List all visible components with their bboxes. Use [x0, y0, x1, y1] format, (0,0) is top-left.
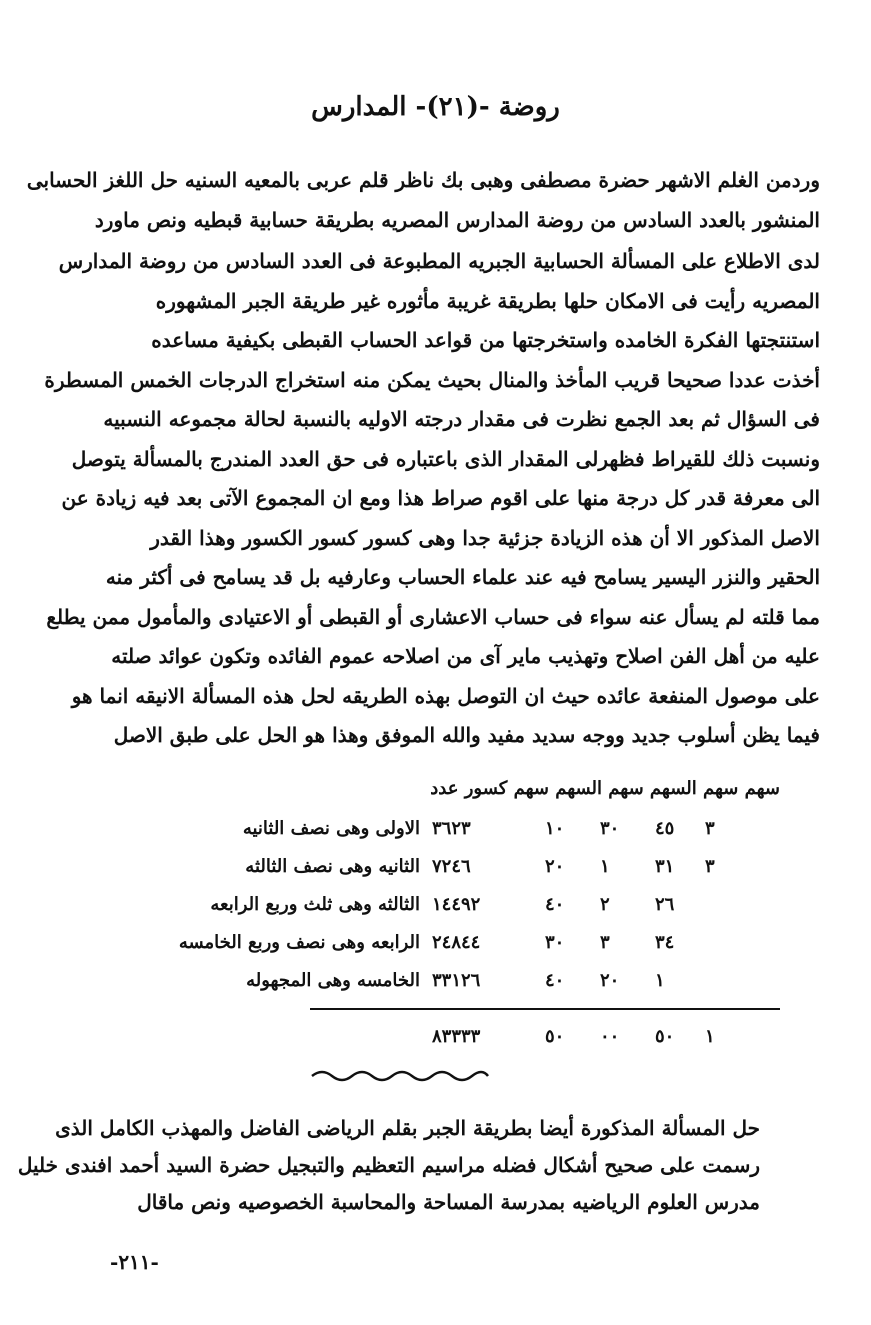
body-line: الى معرفة قدر كل درجة منها على اقوم صراط هذا ومع ان المجموع الآتى بعد فيه زيادة عن [61, 486, 820, 510]
intro-line: المنشور بالعدد السادس من روضة المدارس المصريه بطريقة حسابية قبطيه ونص ماورد [94, 208, 820, 232]
cell-number: ٧٢٤٦ [432, 856, 471, 877]
cell-number: ٣٣١٢٦ [432, 970, 481, 991]
body-paragraph [44, 242, 820, 756]
body-line: مما قلته لم يسأل عنه سواء فى حساب الاعشارى أو القبطى أو الاعتيادى والمأمول ممن يطلع [46, 604, 820, 629]
body-line: عليه من أهل الفن اصلاح وتهذيب ماير آى من اصلاحه عموم الفائده وتكون عوائد صلته [111, 644, 820, 668]
cell-description: الاولى وهى نصف الثانيه [242, 818, 420, 839]
cell-value: ٥٠ [655, 1026, 675, 1047]
cell-number: ١٤٤٩٢ [432, 894, 481, 915]
cell-description: الخامسه وهى المجهوله [246, 970, 420, 991]
cell-value: ٤٠ [545, 894, 565, 915]
table-row [80, 932, 800, 962]
cell-number: ٣٦٢٣ [432, 818, 471, 839]
cell-value: ٣٠ [600, 818, 620, 839]
table-row [80, 970, 800, 1000]
page-header: روضة -(٢١)- المدارس [311, 92, 560, 122]
cell-number: ٢٤٨٤٤ [432, 932, 481, 953]
row-index: ٣ [705, 856, 715, 877]
cell-value: ١ [655, 970, 665, 991]
intro-paragraph [26, 160, 820, 240]
table-total-row [80, 1026, 800, 1056]
decorative-wave-divider [310, 1064, 490, 1084]
cell-description: الثانيه وهى نصف الثالثه [245, 856, 420, 877]
cell-value: ٣ [600, 932, 610, 953]
body-line: استنتجتها الفكرة الخامده واستخرجتها من قواعد الحساب القبطى بكيفية مساعده [151, 328, 820, 352]
body-line: الحقير والنزر اليسير يسامح فيه عند علماء الحساب وعارفيه بل قد يسامح فى أكثر منه [105, 565, 820, 589]
row-index: ٣ [705, 818, 715, 839]
cell-value: ٤٠ [545, 970, 565, 991]
body-line: المصريه رأيت فى الامكان حلها بطريقة غريبة مأثوره غير طريقة الجبر المشهوره [155, 288, 820, 313]
cell-value: ٠٠ [600, 1026, 620, 1047]
cell-value: ١٠ [545, 818, 565, 839]
closing-line: حل المسألة المذكورة أيضا بطريقة الجبر بقلم الرياضى الفاضل والمهذب الكامل الذى [55, 1116, 760, 1140]
cell-value: ٢٦ [655, 894, 675, 915]
cell-value: ٥٠ [545, 1026, 565, 1047]
body-line: فيما يظن أسلوب جديد ووجه سديد مفيد والله الموفق وهذا هو الحل على طبق الاصل [113, 723, 820, 747]
closing-paragraph [17, 1110, 760, 1221]
cell-description: الثالثه وهى ثلث وربع الرابعه [210, 894, 420, 915]
cell-value: ٢ [600, 894, 610, 915]
cell-number: ٨٣٣٣٣ [432, 1026, 481, 1047]
row-index: ١ [705, 1026, 715, 1047]
table-row [80, 894, 800, 924]
cell-value: ٢٠ [600, 970, 620, 991]
cell-value: ١ [600, 856, 610, 877]
body-line: ونسبت ذلك للقيراط فظهرلى المقدار الذى باعتباره فى حق العدد المندرج بالمسألة يتوصل [71, 446, 820, 471]
page-number: -٢١١- [110, 1250, 159, 1274]
body-line: الاصل المذكور الا أن هذه الزيادة جزئية جدا وهى كسور كسور الكسور وهذا القدر [150, 525, 820, 550]
cell-value: ٢٠ [545, 856, 565, 877]
closing-line: مدرس العلوم الرياضيه بمدرسة المساحة والمحاسبة الخصوصيه ونص ماقال [137, 1190, 760, 1214]
cell-value: ٣٠ [545, 932, 565, 953]
table-header: سهم سهم السهم سهم السهم سهم كسور عدد [430, 778, 780, 799]
closing-line: رسمت على صحيح أشكال فضله مراسيم التعظيم والتبجيل حضرة السيد أحمد افندى خليل [17, 1153, 760, 1177]
table-total-rule [310, 1008, 780, 1010]
body-line: فى السؤال ثم بعد الجمع نظرت فى مقدار درجته الاوليه بالنسبة لحالة مجموعه النسبيه [103, 407, 820, 431]
intro-line: وردمن الغلم الاشهر حضرة مصطفى وهبى بك ناظر قلم عربى بالمعيه السنيه حل اللغز الحسابى [26, 168, 820, 192]
cell-value: ٣١ [655, 856, 675, 877]
table-row [80, 856, 800, 886]
cell-description: الرابعه وهى نصف وربع الخامسه [178, 932, 420, 953]
cell-value: ٤٥ [655, 818, 675, 839]
body-line: أخذت عددا صحيحا قريب المأخذ والمنال بحيث يمكن منه استخراج الدرجات الخمس المسطرة [44, 367, 820, 392]
table-row [80, 818, 800, 848]
body-line: لدى الاطلاع على المسألة الحسابية الجبريه المطبوعة فى العدد السادس من روضة المدارس [58, 249, 820, 273]
cell-value: ٣٤ [655, 932, 675, 953]
body-line: على موصول المنفعة عائده حيث ان التوصل بهذه الطريقه لحل هذه المسألة الانيقه انما هو [71, 683, 820, 708]
